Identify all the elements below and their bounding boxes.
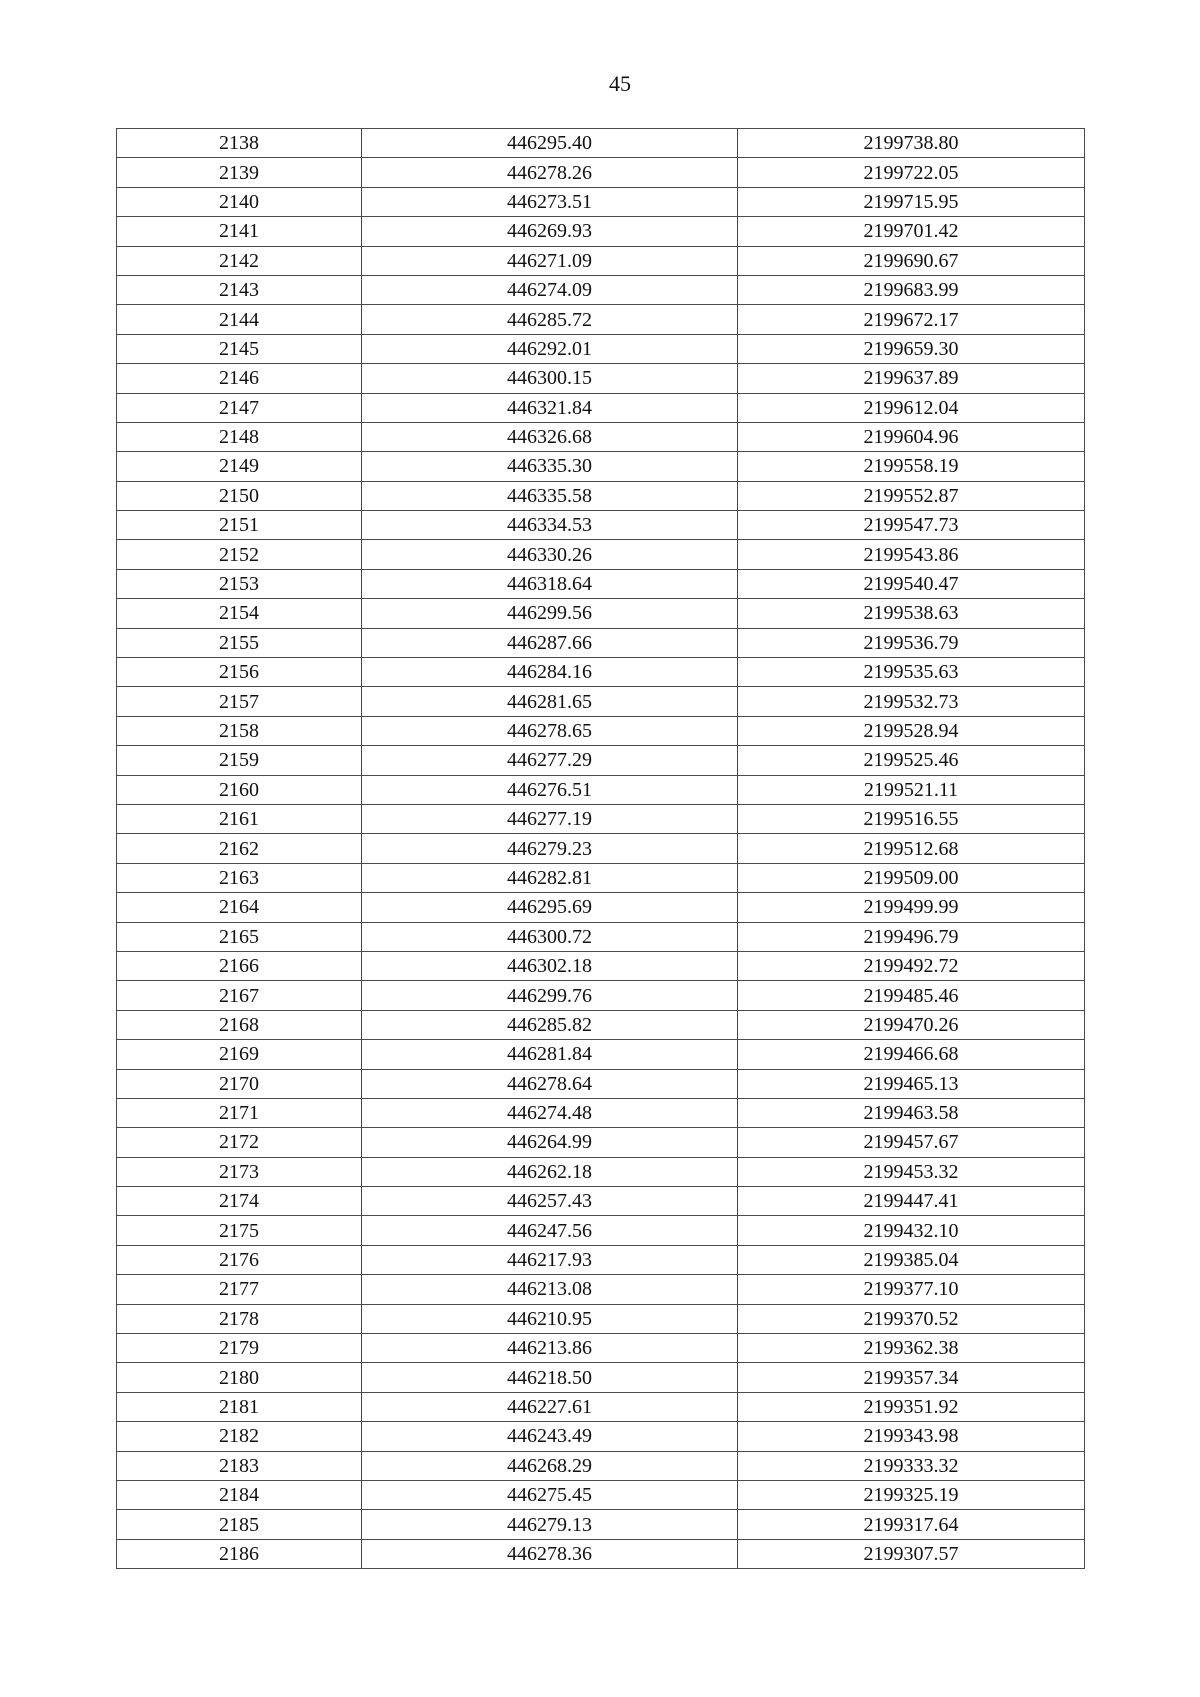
y-coordinate-cell: 2199357.34 — [738, 1363, 1085, 1392]
x-coordinate-cell: 446335.58 — [362, 481, 738, 510]
x-coordinate-cell: 446279.23 — [362, 834, 738, 863]
point-number-cell: 2139 — [117, 158, 362, 187]
x-coordinate-cell: 446299.76 — [362, 981, 738, 1010]
table-row — [117, 716, 1085, 745]
y-coordinate-cell: 2199540.47 — [738, 569, 1085, 598]
x-coordinate-cell: 446334.53 — [362, 511, 738, 540]
table-row — [117, 1157, 1085, 1186]
table-row — [117, 275, 1085, 304]
table-row — [117, 540, 1085, 569]
point-number-cell: 2178 — [117, 1304, 362, 1333]
table-row — [117, 1040, 1085, 1069]
y-coordinate-cell: 2199362.38 — [738, 1334, 1085, 1363]
point-number-cell: 2174 — [117, 1187, 362, 1216]
point-number-cell: 2176 — [117, 1245, 362, 1274]
y-coordinate-cell: 2199516.55 — [738, 804, 1085, 833]
y-coordinate-cell: 2199738.80 — [738, 129, 1085, 158]
y-coordinate-cell: 2199543.86 — [738, 540, 1085, 569]
table-row — [117, 804, 1085, 833]
table-row — [117, 1069, 1085, 1098]
point-number-cell: 2183 — [117, 1451, 362, 1480]
y-coordinate-cell: 2199532.73 — [738, 687, 1085, 716]
y-coordinate-cell: 2199521.11 — [738, 775, 1085, 804]
x-coordinate-cell: 446302.18 — [362, 951, 738, 980]
x-coordinate-cell: 446300.72 — [362, 922, 738, 951]
x-coordinate-cell: 446262.18 — [362, 1157, 738, 1186]
x-coordinate-cell: 446273.51 — [362, 187, 738, 216]
table-row — [117, 893, 1085, 922]
y-coordinate-cell: 2199351.92 — [738, 1392, 1085, 1421]
y-coordinate-cell: 2199535.63 — [738, 658, 1085, 687]
point-number-cell: 2158 — [117, 716, 362, 745]
table-row — [117, 1275, 1085, 1304]
point-number-cell: 2165 — [117, 922, 362, 951]
y-coordinate-cell: 2199547.73 — [738, 511, 1085, 540]
x-coordinate-cell: 446277.19 — [362, 804, 738, 833]
point-number-cell: 2151 — [117, 511, 362, 540]
y-coordinate-cell: 2199499.99 — [738, 893, 1085, 922]
table-row — [117, 422, 1085, 451]
x-coordinate-cell: 446295.40 — [362, 129, 738, 158]
y-coordinate-cell: 2199558.19 — [738, 452, 1085, 481]
point-number-cell: 2141 — [117, 217, 362, 246]
point-number-cell: 2155 — [117, 628, 362, 657]
point-number-cell: 2171 — [117, 1098, 362, 1127]
table-row — [117, 1539, 1085, 1568]
y-coordinate-cell: 2199701.42 — [738, 217, 1085, 246]
y-coordinate-cell: 2199672.17 — [738, 305, 1085, 334]
table-row — [117, 687, 1085, 716]
table-row — [117, 158, 1085, 187]
x-coordinate-cell: 446271.09 — [362, 246, 738, 275]
x-coordinate-cell: 446278.64 — [362, 1069, 738, 1098]
y-coordinate-cell: 2199325.19 — [738, 1480, 1085, 1509]
table-row — [117, 1128, 1085, 1157]
y-coordinate-cell: 2199690.67 — [738, 246, 1085, 275]
point-number-cell: 2143 — [117, 275, 362, 304]
point-number-cell: 2185 — [117, 1510, 362, 1539]
y-coordinate-cell: 2199466.68 — [738, 1040, 1085, 1069]
table-row — [117, 1451, 1085, 1480]
x-coordinate-cell: 446243.49 — [362, 1422, 738, 1451]
y-coordinate-cell: 2199385.04 — [738, 1245, 1085, 1274]
table-row — [117, 1510, 1085, 1539]
table-row — [117, 1216, 1085, 1245]
x-coordinate-cell: 446281.84 — [362, 1040, 738, 1069]
y-coordinate-cell: 2199538.63 — [738, 599, 1085, 628]
point-number-cell: 2175 — [117, 1216, 362, 1245]
point-number-cell: 2173 — [117, 1157, 362, 1186]
x-coordinate-cell: 446299.56 — [362, 599, 738, 628]
x-coordinate-cell: 446282.81 — [362, 863, 738, 892]
table-row — [117, 834, 1085, 863]
point-number-cell: 2159 — [117, 746, 362, 775]
y-coordinate-cell: 2199465.13 — [738, 1069, 1085, 1098]
y-coordinate-cell: 2199528.94 — [738, 716, 1085, 745]
point-number-cell: 2140 — [117, 187, 362, 216]
point-number-cell: 2148 — [117, 422, 362, 451]
point-number-cell: 2142 — [117, 246, 362, 275]
table-row — [117, 1304, 1085, 1333]
point-number-cell: 2162 — [117, 834, 362, 863]
table-row — [117, 775, 1085, 804]
table-row — [117, 922, 1085, 951]
x-coordinate-cell: 446268.29 — [362, 1451, 738, 1480]
y-coordinate-cell: 2199536.79 — [738, 628, 1085, 657]
table-row — [117, 187, 1085, 216]
table-row — [117, 981, 1085, 1010]
point-number-cell: 2170 — [117, 1069, 362, 1098]
y-coordinate-cell: 2199552.87 — [738, 481, 1085, 510]
point-number-cell: 2147 — [117, 393, 362, 422]
x-coordinate-cell: 446300.15 — [362, 364, 738, 393]
point-number-cell: 2179 — [117, 1334, 362, 1363]
y-coordinate-cell: 2199343.98 — [738, 1422, 1085, 1451]
table-row — [117, 746, 1085, 775]
x-coordinate-cell: 446217.93 — [362, 1245, 738, 1274]
point-number-cell: 2184 — [117, 1480, 362, 1509]
y-coordinate-cell: 2199637.89 — [738, 364, 1085, 393]
x-coordinate-cell: 446284.16 — [362, 658, 738, 687]
y-coordinate-cell: 2199659.30 — [738, 334, 1085, 363]
table-row — [117, 1334, 1085, 1363]
y-coordinate-cell: 2199447.41 — [738, 1187, 1085, 1216]
x-coordinate-cell: 446292.01 — [362, 334, 738, 363]
x-coordinate-cell: 446281.65 — [362, 687, 738, 716]
point-number-cell: 2181 — [117, 1392, 362, 1421]
y-coordinate-cell: 2199722.05 — [738, 158, 1085, 187]
point-number-cell: 2177 — [117, 1275, 362, 1304]
point-number-cell: 2150 — [117, 481, 362, 510]
y-coordinate-cell: 2199377.10 — [738, 1275, 1085, 1304]
point-number-cell: 2163 — [117, 863, 362, 892]
x-coordinate-cell: 446247.56 — [362, 1216, 738, 1245]
y-coordinate-cell: 2199470.26 — [738, 1010, 1085, 1039]
x-coordinate-cell: 446213.86 — [362, 1334, 738, 1363]
y-coordinate-cell: 2199612.04 — [738, 393, 1085, 422]
y-coordinate-cell: 2199453.32 — [738, 1157, 1085, 1186]
point-number-cell: 2146 — [117, 364, 362, 393]
point-number-cell: 2157 — [117, 687, 362, 716]
x-coordinate-cell: 446326.68 — [362, 422, 738, 451]
x-coordinate-cell: 446279.13 — [362, 1510, 738, 1539]
y-coordinate-cell: 2199512.68 — [738, 834, 1085, 863]
y-coordinate-cell: 2199463.58 — [738, 1098, 1085, 1127]
table-row — [117, 511, 1085, 540]
table-row — [117, 1363, 1085, 1392]
table-row — [117, 658, 1085, 687]
table-row — [117, 1245, 1085, 1274]
table-row — [117, 1392, 1085, 1421]
y-coordinate-cell: 2199317.64 — [738, 1510, 1085, 1539]
x-coordinate-cell: 446335.30 — [362, 452, 738, 481]
x-coordinate-cell: 446274.48 — [362, 1098, 738, 1127]
x-coordinate-cell: 446269.93 — [362, 217, 738, 246]
x-coordinate-cell: 446295.69 — [362, 893, 738, 922]
page-number: 45 — [609, 71, 631, 96]
table-row — [117, 1010, 1085, 1039]
table-row — [117, 334, 1085, 363]
table-row — [117, 863, 1085, 892]
point-number-cell: 2168 — [117, 1010, 362, 1039]
table-row — [117, 246, 1085, 275]
point-number-cell: 2156 — [117, 658, 362, 687]
coordinates-table — [116, 128, 1085, 1569]
x-coordinate-cell: 446275.45 — [362, 1480, 738, 1509]
point-number-cell: 2152 — [117, 540, 362, 569]
x-coordinate-cell: 446276.51 — [362, 775, 738, 804]
table-row — [117, 393, 1085, 422]
y-coordinate-cell: 2199370.52 — [738, 1304, 1085, 1333]
x-coordinate-cell: 446278.26 — [362, 158, 738, 187]
x-coordinate-cell: 446278.36 — [362, 1539, 738, 1568]
point-number-cell: 2186 — [117, 1539, 362, 1568]
y-coordinate-cell: 2199492.72 — [738, 951, 1085, 980]
y-coordinate-cell: 2199715.95 — [738, 187, 1085, 216]
x-coordinate-cell: 446257.43 — [362, 1187, 738, 1216]
x-coordinate-cell: 446227.61 — [362, 1392, 738, 1421]
x-coordinate-cell: 446321.84 — [362, 393, 738, 422]
table-row — [117, 129, 1085, 158]
y-coordinate-cell: 2199496.79 — [738, 922, 1085, 951]
x-coordinate-cell: 446274.09 — [362, 275, 738, 304]
x-coordinate-cell: 446210.95 — [362, 1304, 738, 1333]
point-number-cell: 2166 — [117, 951, 362, 980]
point-number-cell: 2149 — [117, 452, 362, 481]
point-number-cell: 2153 — [117, 569, 362, 598]
point-number-cell: 2145 — [117, 334, 362, 363]
x-coordinate-cell: 446287.66 — [362, 628, 738, 657]
table-row — [117, 1422, 1085, 1451]
point-number-cell: 2144 — [117, 305, 362, 334]
x-coordinate-cell: 446285.82 — [362, 1010, 738, 1039]
point-number-cell: 2161 — [117, 804, 362, 833]
point-number-cell: 2172 — [117, 1128, 362, 1157]
table-row — [117, 628, 1085, 657]
y-coordinate-cell: 2199485.46 — [738, 981, 1085, 1010]
point-number-cell: 2167 — [117, 981, 362, 1010]
y-coordinate-cell: 2199509.00 — [738, 863, 1085, 892]
point-number-cell: 2138 — [117, 129, 362, 158]
x-coordinate-cell: 446318.64 — [362, 569, 738, 598]
y-coordinate-cell: 2199525.46 — [738, 746, 1085, 775]
table-row — [117, 452, 1085, 481]
point-number-cell: 2154 — [117, 599, 362, 628]
point-number-cell: 2180 — [117, 1363, 362, 1392]
point-number-cell: 2160 — [117, 775, 362, 804]
x-coordinate-cell: 446285.72 — [362, 305, 738, 334]
y-coordinate-cell: 2199307.57 — [738, 1539, 1085, 1568]
y-coordinate-cell: 2199604.96 — [738, 422, 1085, 451]
x-coordinate-cell: 446264.99 — [362, 1128, 738, 1157]
x-coordinate-cell: 446278.65 — [362, 716, 738, 745]
table-row — [117, 305, 1085, 334]
point-number-cell: 2182 — [117, 1422, 362, 1451]
table-row — [117, 951, 1085, 980]
table-row — [117, 1480, 1085, 1509]
table-row — [117, 364, 1085, 393]
table-row — [117, 1187, 1085, 1216]
table-row — [117, 217, 1085, 246]
y-coordinate-cell: 2199683.99 — [738, 275, 1085, 304]
point-number-cell: 2164 — [117, 893, 362, 922]
table-row — [117, 569, 1085, 598]
y-coordinate-cell: 2199432.10 — [738, 1216, 1085, 1245]
y-coordinate-cell: 2199333.32 — [738, 1451, 1085, 1480]
x-coordinate-cell: 446277.29 — [362, 746, 738, 775]
point-number-cell: 2169 — [117, 1040, 362, 1069]
y-coordinate-cell: 2199457.67 — [738, 1128, 1085, 1157]
x-coordinate-cell: 446218.50 — [362, 1363, 738, 1392]
table-body — [117, 129, 1085, 1569]
table-row — [117, 599, 1085, 628]
x-coordinate-cell: 446213.08 — [362, 1275, 738, 1304]
x-coordinate-cell: 446330.26 — [362, 540, 738, 569]
table-row — [117, 481, 1085, 510]
table-row — [117, 1098, 1085, 1127]
